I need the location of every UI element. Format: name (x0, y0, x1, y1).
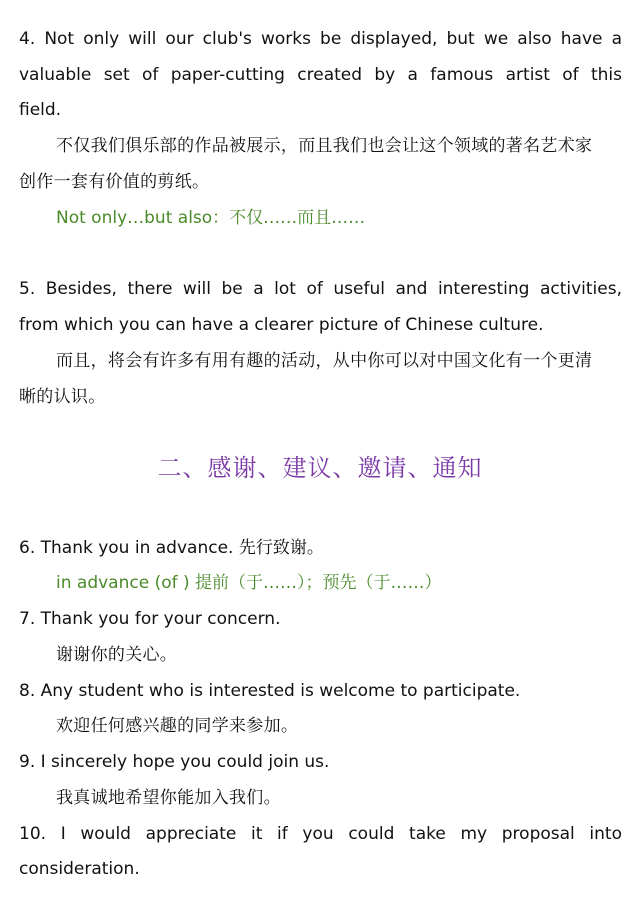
item6-english: 6. Thank you in advance. 先行致谢。 (19, 538, 324, 558)
item5-chinese-line2: 晰的认识。 (19, 387, 106, 407)
item4-english-line2: valuable set of paper-cutting created by a famous artist of this (19, 65, 622, 85)
item9-english: 9. I sincerely hope you could join us. (19, 752, 330, 772)
item7-english: 7. Thank you for your concern. (19, 609, 281, 629)
item10-english-line2: consideration. (19, 859, 140, 879)
item8-chinese: 欢迎任何感兴趣的同学来参加。 (56, 716, 299, 736)
item4-english-line3: field. (19, 100, 62, 120)
item5-english-line2: from which you can have a clearer picture of Chinese culture. (19, 315, 544, 335)
item4-english-line1: 4. Not only will our club's works be displayed, but we also have a (19, 29, 622, 49)
item10-english-line1: 10. I would appreciate it if you could take my proposal into (19, 824, 622, 844)
item5-english-line1: 5. Besides, there will be a lot of useful and interesting activities, (19, 279, 622, 299)
item5-chinese-line1: 而且，将会有许多有用有趣的活动，从中你可以对中国文化有一个更清 (56, 351, 593, 371)
item4-chinese-line2: 创作一套有价值的剪纸。 (19, 172, 210, 192)
item4-usage-note: Not only…but also：不仅……而且…… (56, 208, 366, 228)
section-heading: 二、感谢、建议、邀请、通知 (157, 454, 483, 482)
item7-chinese: 谢谢你的关心。 (56, 645, 178, 665)
item8-english: 8. Any student who is interested is welcome to participate. (19, 681, 521, 701)
item4-chinese-line1: 不仅我们俱乐部的作品被展示，而且我们也会让这个领域的著名艺术家 (56, 136, 593, 156)
item6-usage-note: in advance (of ) 提前（于……）；预先（于……） (56, 573, 442, 593)
item9-chinese: 我真诚地希望你能加入我们。 (56, 788, 281, 808)
